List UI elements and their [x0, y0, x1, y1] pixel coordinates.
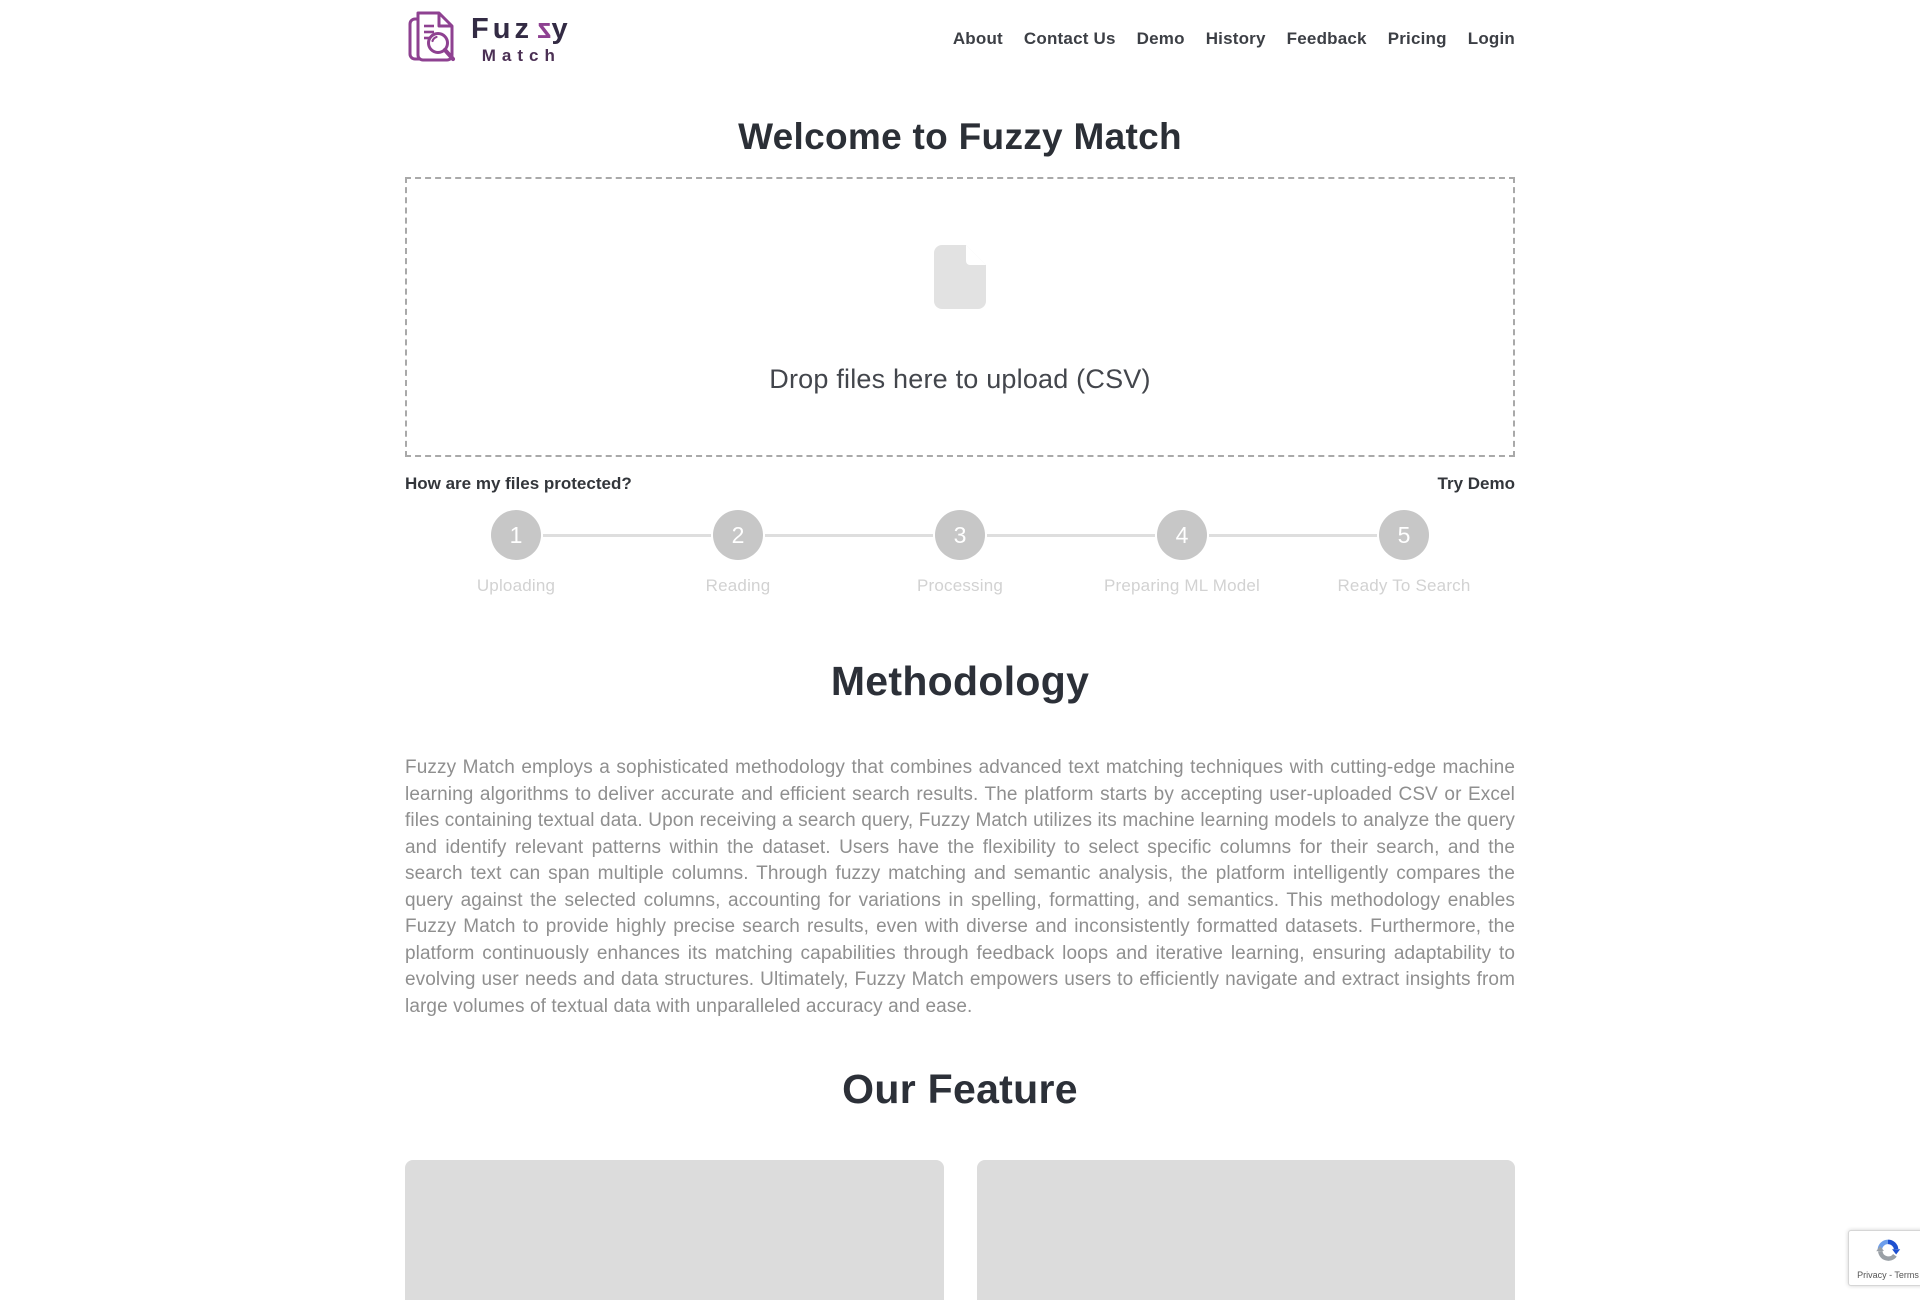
nav-item-about[interactable]: About	[952, 29, 1003, 48]
features-title: Our Feature	[842, 1066, 1078, 1112]
step-circle: 3	[935, 510, 985, 560]
nav-item-login[interactable]: Login	[1467, 29, 1515, 48]
step-label: Ready To Search	[1337, 576, 1471, 595]
step-reading	[627, 510, 849, 596]
nav-item-pricing[interactable]: Pricing	[1387, 29, 1447, 48]
methodology-paragraph: Fuzzy Match employs a sophisticated methodology that combines advanced text matching techniques with cutting-edge machine learning algorithms to deliver accurate and efficient search results. The platform starts by accepting user-uploaded CSV or Excel files containing textual data. Upon receiving a search query, Fuzzy Match utilizes its machine learning models to analyze the query and identify relevant patterns within the dataset. Users have the flexibility to select specific columns for their search, and the search text can span multiple columns. Through fuzzy matching and semantic analysis, the platform intelligently compares the query against the selected columns, accounting for variations in spelling, formatting, and semantics. This methodology enables Fuzzy Match to provide highly precise search results, even with diverse and inconsistently formatted datasets. Furthermore, the platform continuously enhances its matching capabilities through feedback loops and iterative learning, ensuring adaptability to evolving user needs and data structures. Ultimately, Fuzzy Match empowers users to efficiently navigate and extract insights from large volumes of textual data with unparalleled accuracy and ease.	[405, 757, 1515, 1017]
main-nav	[953, 29, 1515, 49]
step-circle: 2	[713, 510, 763, 560]
brand-name-bottom: Match	[481, 45, 561, 65]
site-header	[0, 0, 1920, 70]
brand-name-top: Fuzzy	[471, 12, 572, 45]
recaptcha-privacy-terms-link[interactable]: Privacy - Terms	[1857, 1269, 1919, 1280]
step-circle: 5	[1379, 510, 1429, 560]
nav-item-demo[interactable]: Demo	[1136, 29, 1185, 48]
document-magnifier-icon	[405, 9, 461, 70]
recaptcha-badge[interactable]	[1848, 1230, 1920, 1286]
step-circle: 1	[491, 510, 541, 560]
brand-logo[interactable]	[405, 9, 572, 70]
feature-card	[405, 1160, 944, 1300]
step-preparing-ml-model	[1071, 510, 1293, 596]
main-content	[405, 116, 1515, 1300]
brand-styled-z: z	[532, 12, 552, 45]
dropzone-label: Drop files here to upload (CSV)	[769, 364, 1151, 394]
methodology-title: Methodology	[830, 658, 1090, 704]
step-label: Preparing ML Model	[1103, 576, 1261, 595]
nav-item-contact-us[interactable]: Contact Us	[1023, 29, 1116, 48]
try-demo-link[interactable]: Try Demo	[1437, 474, 1515, 493]
files-protected-link[interactable]: How are my files protected?	[405, 474, 632, 493]
brand-name	[471, 12, 572, 65]
step-circle: 4	[1157, 510, 1207, 560]
step-label: Reading	[705, 576, 771, 595]
file-dropzone[interactable]	[405, 177, 1515, 457]
nav-item-history[interactable]: History	[1205, 29, 1266, 48]
file-icon	[934, 245, 986, 314]
step-ready-to-search	[1293, 510, 1515, 596]
nav-item-feedback[interactable]: Feedback	[1286, 29, 1367, 48]
recaptcha-icon	[1875, 1237, 1901, 1268]
feature-cards-row	[405, 1160, 1515, 1300]
step-uploading	[405, 510, 627, 596]
page-title: Welcome to Fuzzy Match	[738, 116, 1182, 157]
dropzone-links-row	[405, 474, 1515, 494]
step-label: Processing	[916, 576, 1004, 595]
feature-card	[977, 1160, 1516, 1300]
step-processing	[849, 510, 1071, 596]
progress-stepper	[405, 510, 1515, 596]
step-label: Uploading	[476, 576, 556, 595]
